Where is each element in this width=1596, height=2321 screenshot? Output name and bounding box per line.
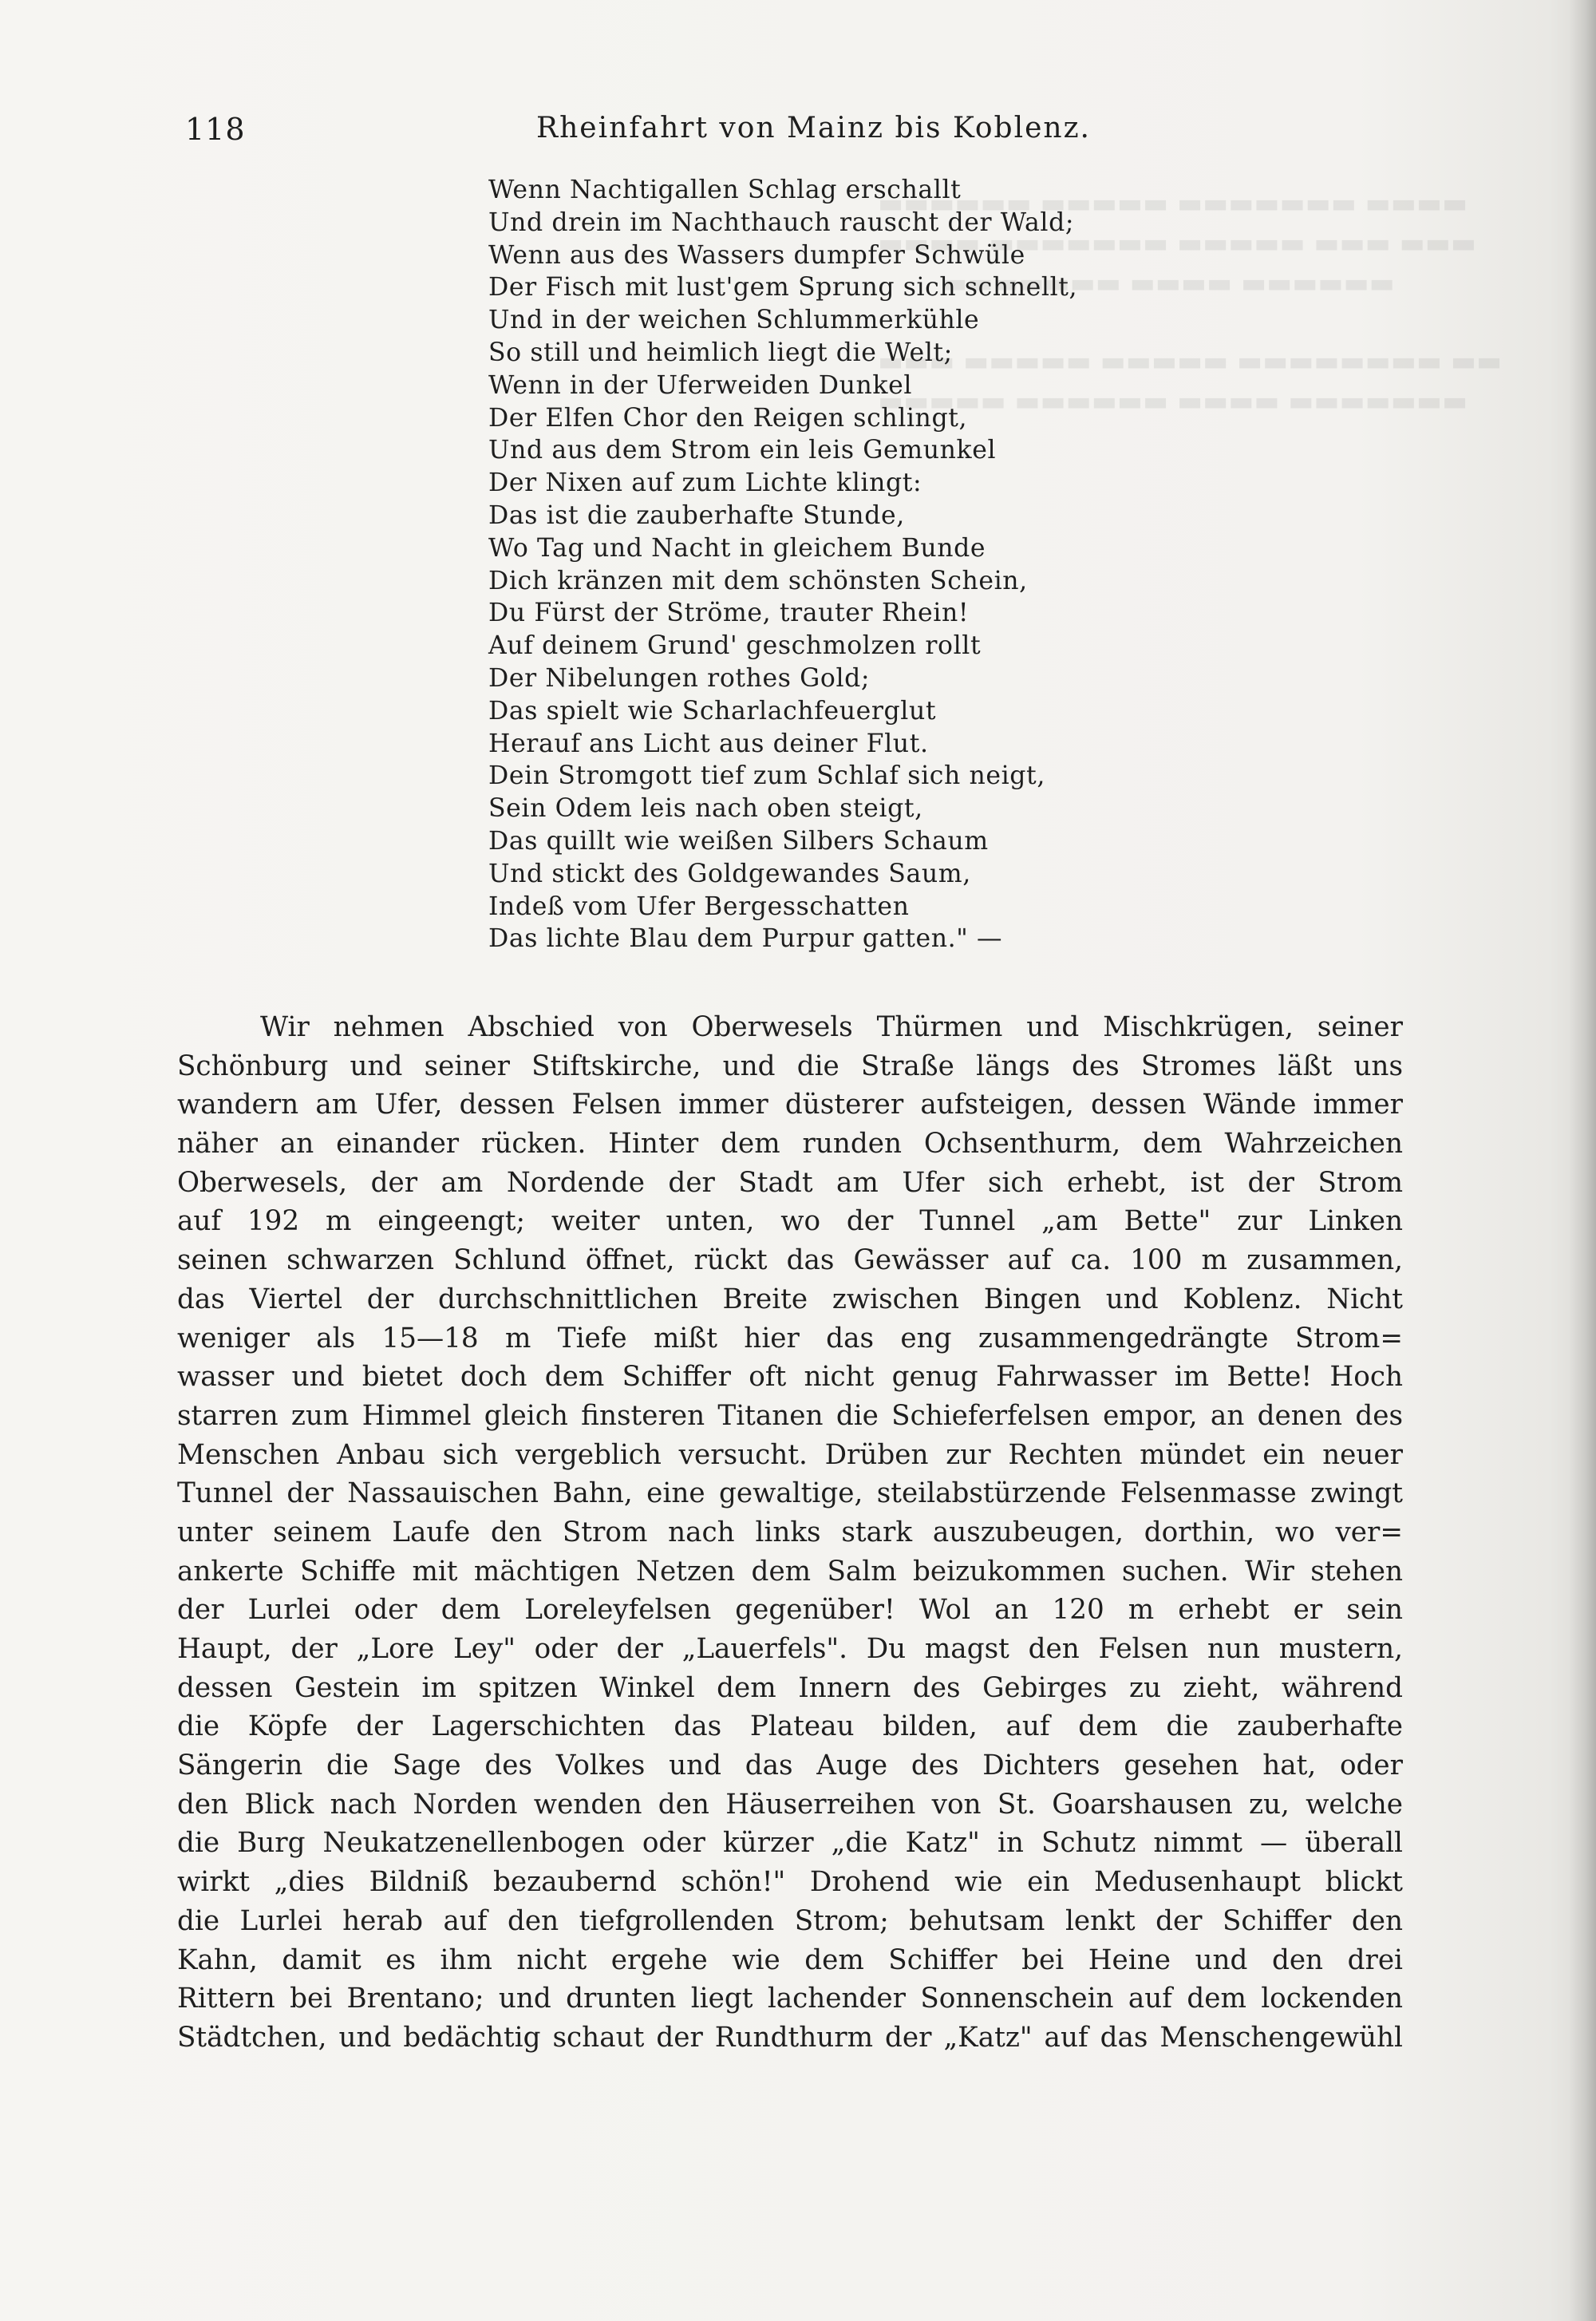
poem-line: Wenn aus des Wassers dumpfer Schwüle [488, 240, 1025, 270]
text-line: der Lurlei oder dem Loreleyfelsen gegenüber! Wol an 120 m erhebt er sein [177, 1594, 1403, 1627]
text-line: Haupt, der „Lore Ley" oder der „Lauerfels". Du magst den Felsen nun mustern, [177, 1633, 1403, 1665]
poem-line: Das spielt wie Scharlachfeuerglut [488, 696, 937, 726]
running-title: Rheinfahrt von Mainz bis Koblenz. [536, 112, 1091, 144]
poem-line: Das ist die zauberhafte Stunde, [488, 500, 905, 530]
text-line: Wir nehmen Abschied von Oberwesels Thürmen und Mischkrügen, seiner [260, 1011, 1403, 1043]
text-line: den Blick nach Norden wenden den Häuserreihen von St. Goarshausen zu, welche [177, 1788, 1403, 1821]
text-line: das Viertel der durchschnittlichen Breite zwischen Bingen und Koblenz. Nicht [177, 1283, 1403, 1315]
text-line: seinen schwarzen Schlund öffnet, rückt das Gewässer auf ca. 100 m zusammen, [177, 1244, 1403, 1277]
poem-line: Und drein im Nachthauch rauscht der Wald; [488, 208, 1075, 237]
poem-line: Der Elfen Chor den Reigen schlingt, [488, 403, 968, 433]
poem-line: Der Fisch mit lust'gem Sprung sich schnellt, [488, 273, 1078, 302]
text-line: Oberwesels, der am Nordende der Stadt am Ufer sich erhebt, ist der Strom [177, 1166, 1403, 1199]
text-line: unter seinem Laufe den Strom nach links stark auszubeugen, dorthin, wo ver= [177, 1516, 1403, 1548]
show-through-text: ▬▬▬▬ ▬▬▬▬▬▬▬ ▬▬▬▬▬ ▬▬▬ ▬▬▬ [878, 227, 1476, 259]
poem-block [488, 174, 1286, 955]
text-line: dessen Gestein im spitzen Winkel dem Innern des Gebirges zu zieht, während [177, 1671, 1403, 1704]
text-line: die Lurlei herab auf den tiefgrollenden Strom; behutsam lenkt der Schiffer den [177, 1904, 1403, 1937]
poem-line: Auf deinem Grund' geschmolzen rollt [488, 631, 982, 661]
text-line: Städtchen, und bedächtig schaut der Rundthurm der „Katz" auf das Menschengewühl [177, 2021, 1403, 2054]
prose-paragraph [177, 1008, 1403, 2058]
text-line: Sängerin die Sage des Volkes und das Auge des Dichters gesehen hat, oder [177, 1750, 1403, 1782]
poem-line: Und aus dem Strom ein leis Gemunkel [488, 436, 997, 465]
page-edge-shadow [1569, 0, 1596, 2321]
text-line: wandern am Ufer, dessen Felsen immer düsterer aufsteigen, dessen Wände immer [177, 1089, 1403, 1121]
poem-line: Und stickt des Goldgewandes Saum, [488, 859, 971, 888]
poem-line: Dich kränzen mit dem schönsten Schein, [488, 566, 1028, 595]
text-line: wirkt „dies Bildniß bezaubernd schön!" Drohend wie ein Medusenhaupt blickt [177, 1866, 1403, 1899]
poem-line: So still und heimlich liegt die Welt; [488, 338, 953, 367]
text-line: Tunnel der Nassauischen Bahn, eine gewaltige, steilabstürzende Felsenmasse zwingt [177, 1477, 1403, 1510]
poem-line: Dein Stromgott tief zum Schlaf sich neigt, [488, 761, 1045, 791]
poem-line: Wenn Nachtigallen Schlag erschallt [488, 176, 962, 204]
text-line: auf 192 m eingeengt; weiter unten, wo der Tunnel „am Bette" zur Linken [177, 1205, 1403, 1238]
text-line: die Burg Neukatzenellenbogen oder kürzer „die Katz" in Schutz nimmt — überall [177, 1827, 1403, 1860]
poem-line: Wo Tag und Nacht in gleichem Bunde [488, 533, 986, 563]
poem-line: Wenn in der Uferweiden Dunkel [488, 370, 913, 400]
text-line: Rittern bei Brentano; und drunten liegt lachender Sonnenschein auf dem lockenden [177, 1983, 1403, 2015]
page-header [185, 112, 1430, 150]
text-line: Schönburg und seiner Stiftskirche, und die Straße längs des Stromes läßt uns [177, 1050, 1403, 1082]
text-line: Kahn, damit es ihm nicht ergehe wie dem Schiffer bei Heine und den drei [177, 1943, 1403, 1976]
page-number: 118 [185, 112, 246, 147]
show-through-text: ▬▬▬ ▬▬▬▬▬ ▬▬▬▬▬ ▬▬▬▬▬▬▬▬ ▬▬ [878, 346, 1503, 378]
text-line: ankerte Schiffe mit mächtigen Netzen dem Salm beizukommen suchen. Wir stehen [177, 1555, 1403, 1588]
poem-line: Indeß vom Ufer Bergesschatten [488, 892, 910, 921]
poem-line: Das quillt wie weißen Silbers Schaum [488, 826, 989, 856]
show-through-text: ▬▬▬▬▬▬▬ ▬▬▬▬ ▬▬▬▬▬▬ [942, 267, 1395, 299]
text-line: näher an einander rücken. Hinter dem runden Ochsenthurm, dem Wahrzeichen [177, 1128, 1403, 1160]
poem-line: Und in der weichen Schlummerkühle [488, 306, 980, 335]
poem-line: Du Fürst der Ströme, trauter Rhein! [488, 599, 970, 628]
text-line: wasser und bietet doch dem Schiffer oft nicht genug Fahrwasser im Bette! Hoch [177, 1361, 1403, 1394]
text-line: starren zum Himmel gleich finsteren Titanen die Schieferfelsen empor, an denen des [177, 1399, 1403, 1432]
text-line: Menschen Anbau sich vergeblich versucht. Drüben zur Rechten mündet ein neuer [177, 1438, 1403, 1471]
poem-line: Herauf ans Licht aus deiner Flut. [488, 729, 929, 758]
poem-line: Der Nixen auf zum Lichte klingt: [488, 469, 922, 498]
poem-line: Sein Odem leis nach oben steigt, [488, 794, 923, 824]
poem-line: Der Nibelungen rothes Gold; [488, 663, 871, 693]
show-through-text: ▬▬▬▬▬▬ ▬▬▬▬▬ ▬▬▬▬▬▬▬ ▬▬▬▬ [878, 188, 1468, 219]
show-through-text: ▬▬▬▬▬ ▬▬▬▬▬▬ ▬▬▬▬ ▬▬▬▬▬▬▬ [878, 386, 1468, 417]
text-line: weniger als 15—18 m Tiefe mißt hier das eng zusammengedrängte Strom= [177, 1322, 1403, 1354]
text-line: die Köpfe der Lagerschichten das Plateau bilden, auf dem die zauberhafte [177, 1710, 1403, 1743]
poem-line: Das lichte Blau dem Purpur gatten." — [488, 924, 1003, 954]
